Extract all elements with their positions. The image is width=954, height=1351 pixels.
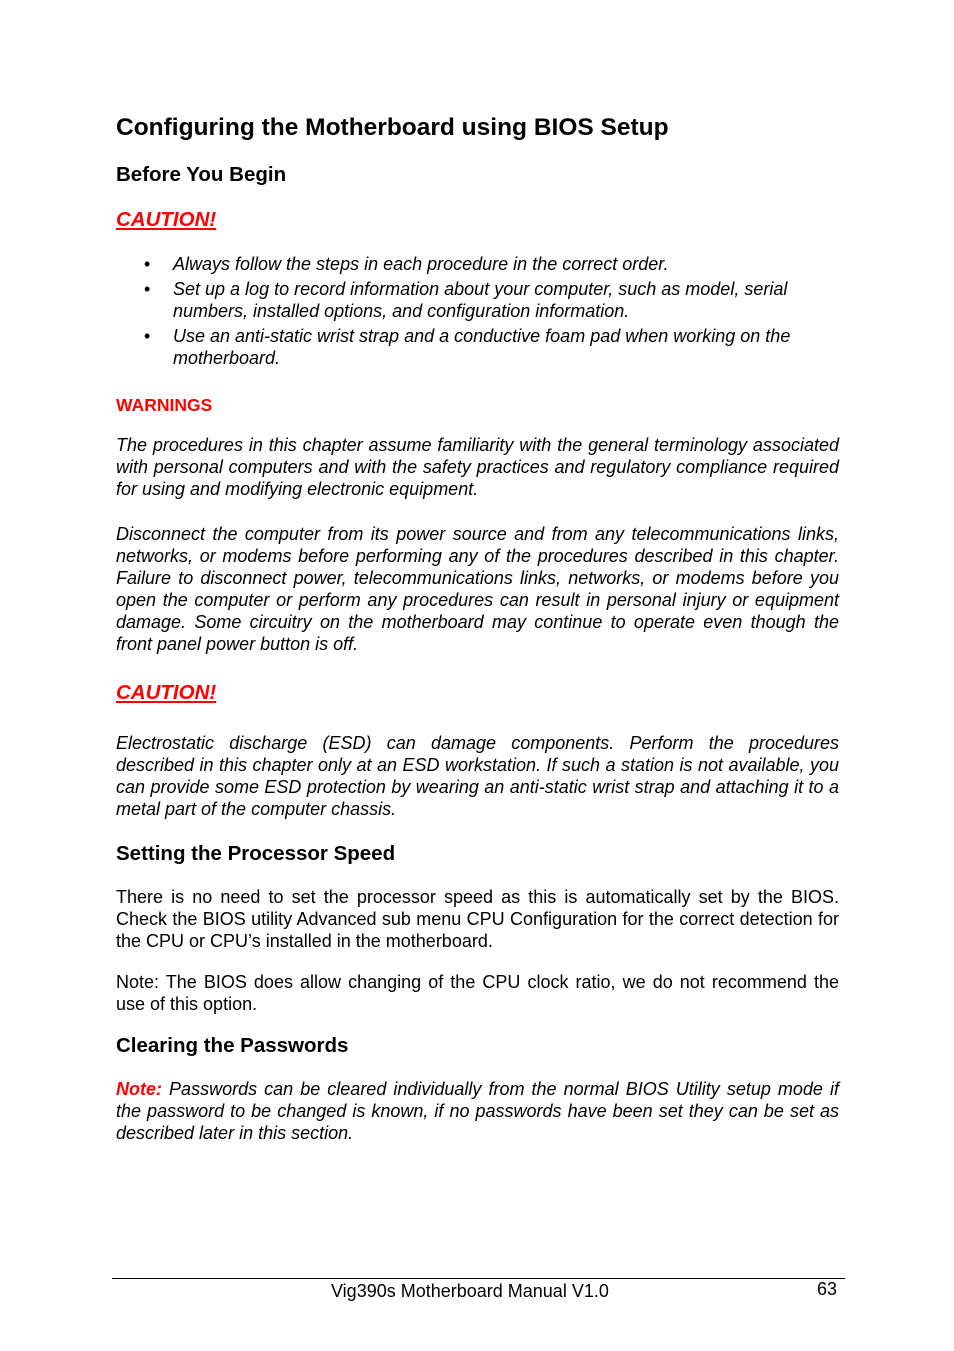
caution-heading-2: CAUTION! bbox=[116, 681, 217, 704]
list-item: • Set up a log to record information about your computer, such as model, serial numbers, installed options, and configuration information. bbox=[144, 278, 788, 321]
clock-ratio-note: Note: The BIOS does allow changing of the CPU clock ratio, we do not recommend the use of this option. bbox=[116, 972, 839, 1014]
caution-bullet-list bbox=[116, 253, 839, 372]
processor-speed-paragraph: There is no need to set the processor speed as this is automatically set by the BIOS. Check the BIOS utility Advanced sub menu CPU Configuration for the correct detection for the CPU or CPU’s installed in the motherboard. bbox=[116, 887, 839, 951]
list-item: • Always follow the steps in each procedure in the correct order. bbox=[144, 254, 669, 274]
footer-manual-title: Vig390s Motherboard Manual V1.0 bbox=[331, 1281, 609, 1301]
list-item: • Use an anti-static wrist strap and a conductive foam pad when working on the motherboard. bbox=[144, 325, 791, 368]
warnings-paragraph-2: Disconnect the computer from its power source and from any telecommunications links, networks, or modems before performing any of the procedures described in this chapter. Failure to disconnect power, telecommunications links, networks, or modems before you open the computer or perform any procedures can result in personal injury or equipment damage. Some circuitry on the motherboard may continue to operate even though the front panel power button is off. bbox=[116, 524, 839, 654]
note-text: Passwords can be cleared individually from the normal BIOS Utility setup mode if the password to be changed is known, if no passwords have been set they can be set as described later in this section. bbox=[116, 1079, 839, 1143]
passwords-note bbox=[116, 1078, 839, 1144]
warnings-heading: WARNINGS bbox=[116, 395, 213, 415]
before-you-begin-heading: Before You Begin bbox=[116, 163, 287, 186]
note-label: Note: bbox=[116, 1079, 162, 1099]
clearing-passwords-heading: Clearing the Passwords bbox=[116, 1034, 349, 1057]
footer-divider bbox=[112, 1278, 845, 1279]
page-title: Configuring the Motherboard using BIOS Setup bbox=[116, 114, 669, 141]
page-number: 63 bbox=[817, 1279, 838, 1299]
caution-heading-1: CAUTION! bbox=[116, 208, 217, 231]
bullet-icon: • bbox=[144, 325, 151, 346]
bullet-icon: • bbox=[144, 254, 151, 274]
bullet-icon: • bbox=[144, 278, 151, 299]
esd-paragraph: Electrostatic discharge (ESD) can damage components. Perform the procedures described in this chapter only at an ESD workstation. If such a station is not available, you can provide some ESD protection by wearing an anti-static wrist strap and attaching it to a metal part of the computer chassis. bbox=[116, 733, 839, 819]
warnings-paragraph-1: The procedures in this chapter assume familiarity with the general terminology associated with personal computers and with the safety practices and regulatory compliance required for using and modifying electronic equipment. bbox=[116, 435, 839, 499]
processor-speed-heading: Setting the Processor Speed bbox=[116, 842, 396, 865]
